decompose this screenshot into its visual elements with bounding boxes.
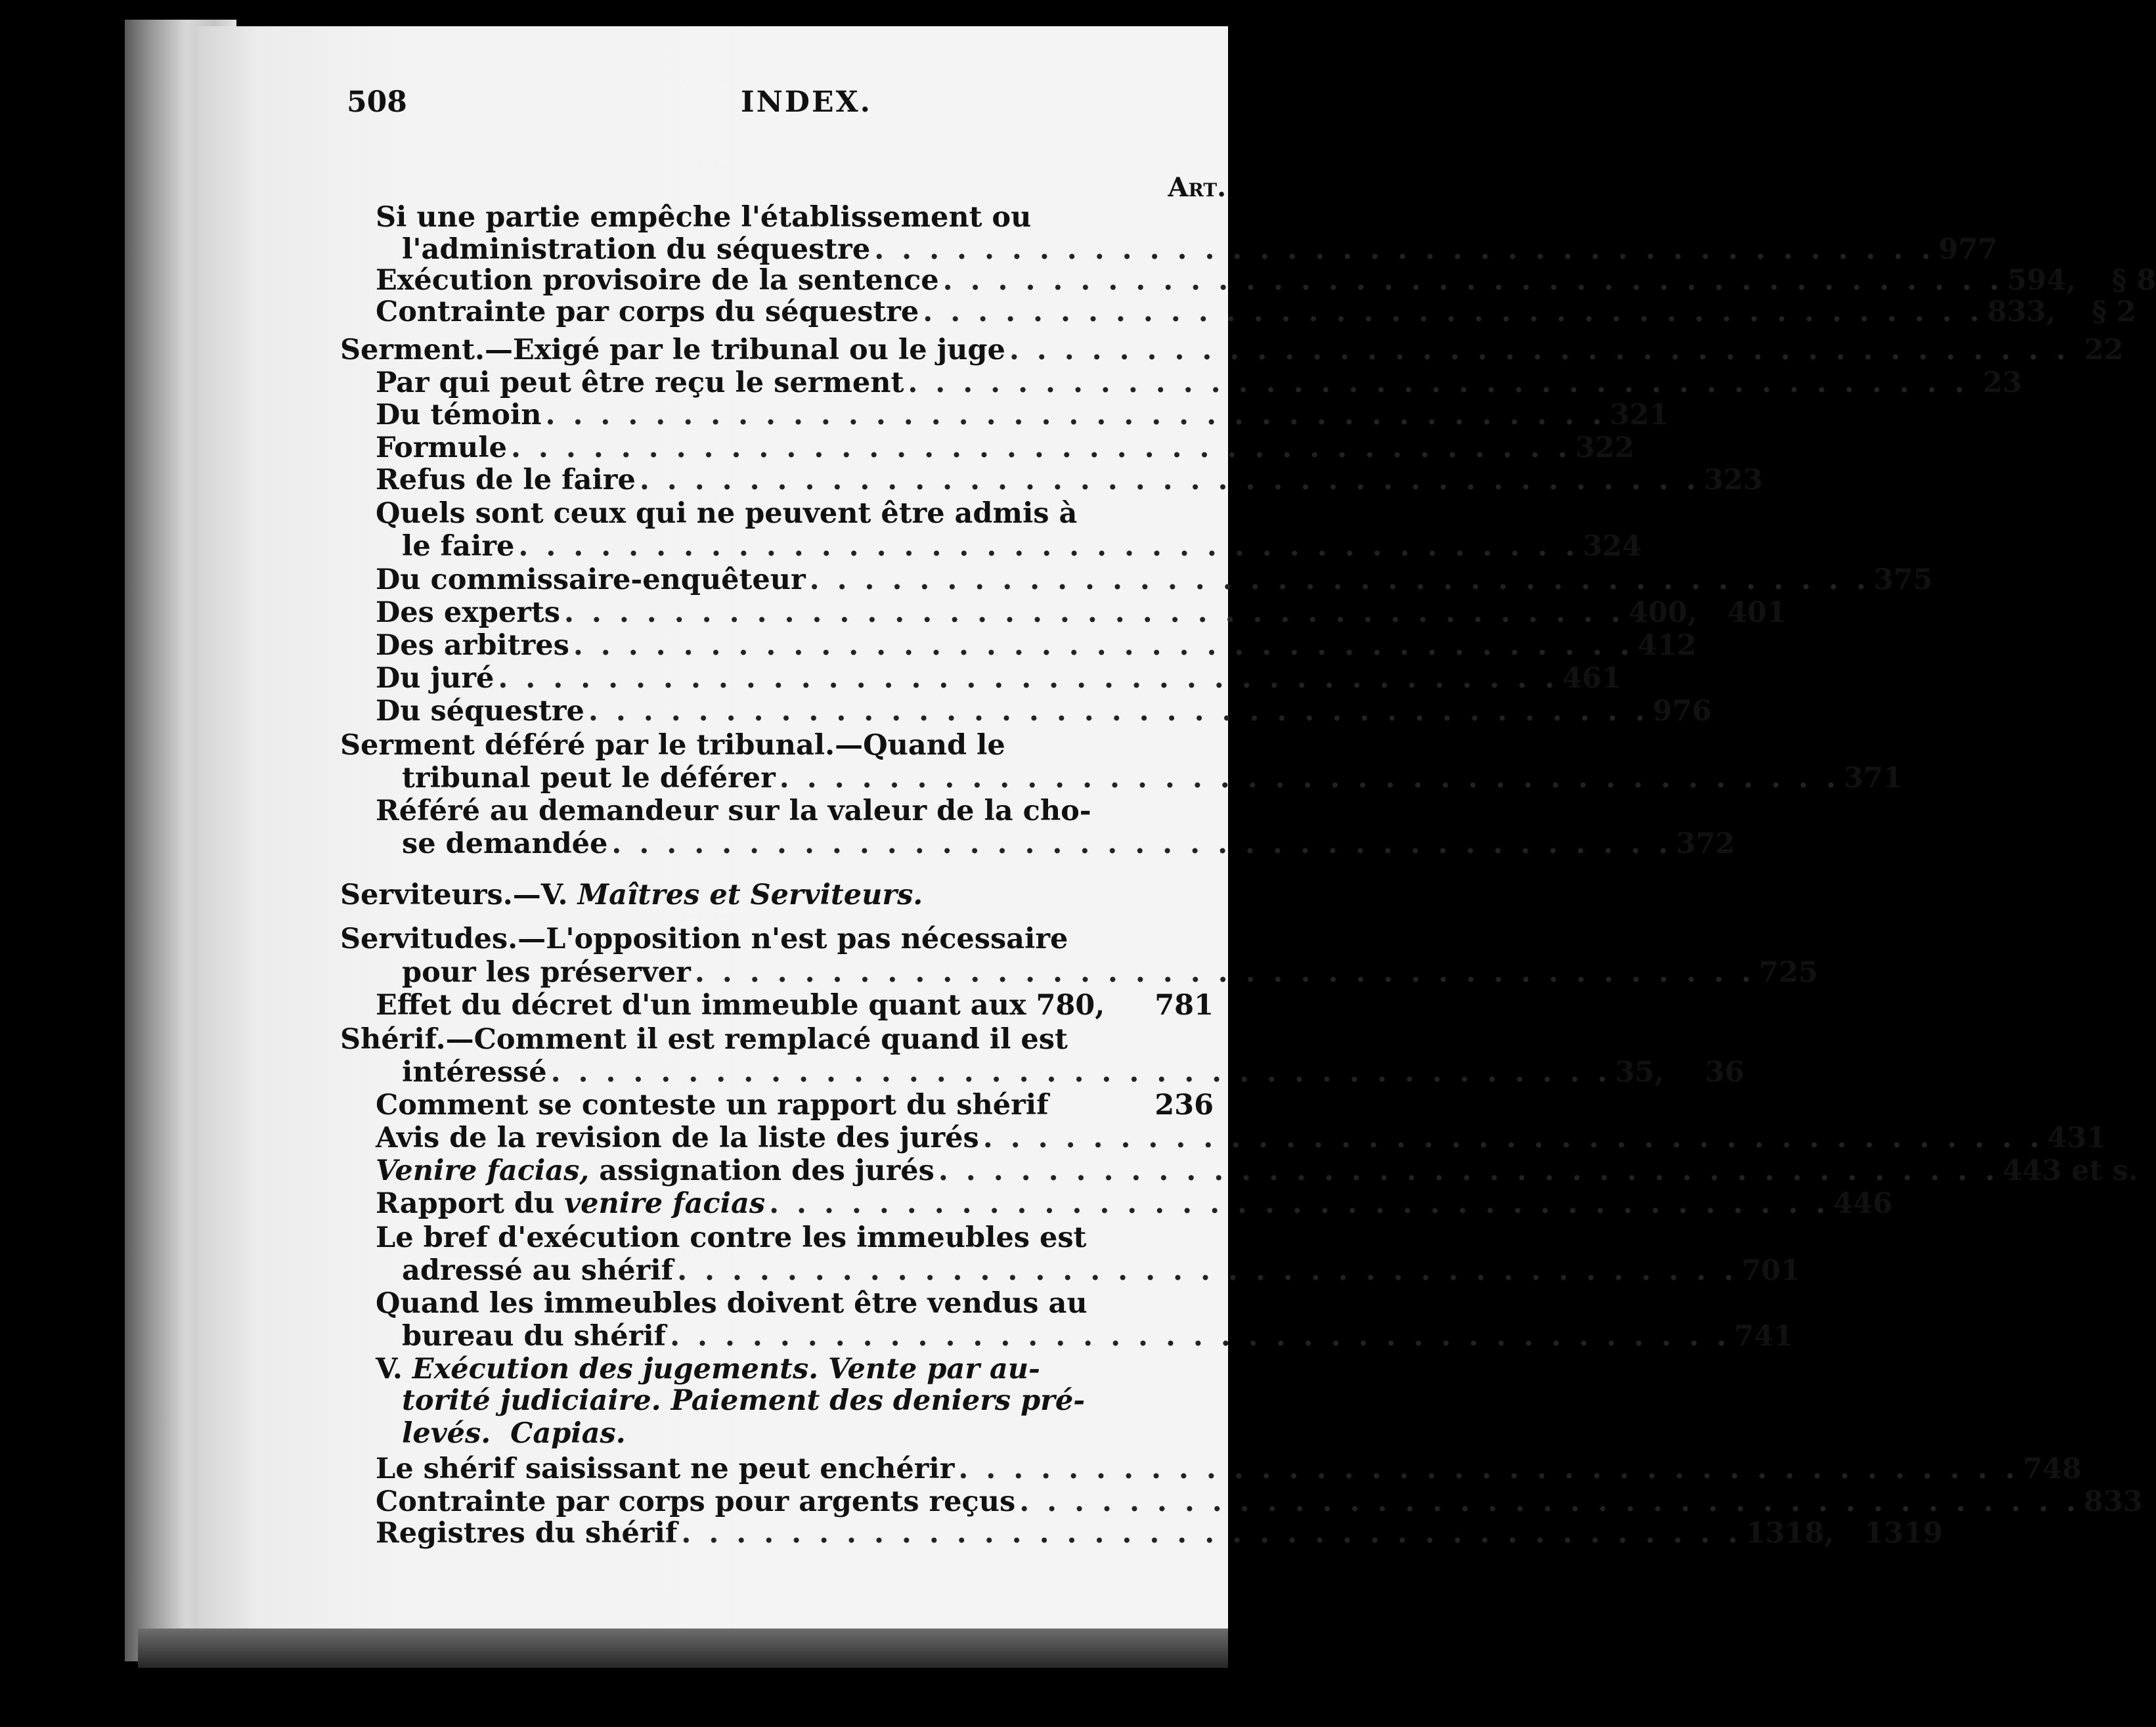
index-line-roman: Des arbitres [376,629,569,662]
index-line [402,1056,1745,1089]
index-line [376,1287,1214,1320]
index-line-roman: Comment se conteste un rapport du shérif [376,1089,1049,1122]
index-line-text [376,1353,1040,1386]
leader-dots: . . . . . . . . . . . . . . . . . . . . . . . . . . . . . . . . . . . . . . . [670,1320,1730,1353]
index-line-text [402,1417,626,1450]
index-line-article-ref: 323 [1704,464,1763,496]
index-line-article-ref: 741 [1734,1320,1793,1353]
leader-dots: . . . . . . . . . . . . . . . . . . . . . . . . . . . . . . . . . . . . . . . [1019,1485,2080,1518]
index-line-text [376,629,569,662]
leader-dots: . . . . . . . . . . . . . . . . . . . . . . . . . . . . . . . . . . . . . . . [518,530,1579,563]
index-line-text [402,530,514,563]
index-line-roman: tribunal peut le déférer [402,762,776,795]
index-line-text [340,923,1068,955]
index-line-text [402,233,870,266]
leader-dots: . . . . . . . . . . . . . . . . . . . . . . . . . . . . . . . . . . . . . . . [779,762,1840,795]
index-line-article-ref: 412 [1637,629,1697,662]
index-line [340,334,2124,366]
index-line [376,1221,1214,1254]
index-line [376,201,1214,234]
index-line-roman: Contrainte par corps du séquestre [376,295,919,328]
index-line-text [402,1056,547,1089]
index-line-roman: Référé au demandeur sur la valeur de la cho- [376,795,1091,827]
index-line-article-ref: 1319 [1864,1517,1943,1550]
article-column-label: Art. [1168,172,1226,203]
index-line [376,795,1214,827]
index-line [376,1122,2107,1154]
index-line-article-ref: 431 [2047,1122,2107,1154]
index-line-text [376,563,806,596]
index-line [402,762,1903,795]
index-line-roman: intéressé [402,1056,547,1089]
index-line-roman: Registres du shérif [376,1517,678,1550]
leader-dots: . . . . . . . . . . . . . . . . . . . . . . . . . . . . . . . . . . . . . . . [545,399,1606,431]
index-line [376,563,1933,596]
index-line [376,596,1787,629]
index-line [376,1089,1214,1122]
index-line-article-ref: 725 [1759,956,1818,989]
index-line-roman: adressé au shérif [402,1254,674,1287]
index-line [376,662,1621,695]
index-line-article-ref: 23 [1983,366,2023,399]
leader-dots: . . . . . . . . . . . . . . . . . . . . . . . . . . . . . . . . . . . . . . . [563,596,1625,629]
index-line-italic: torité judiciaire. Paiement des deniers pré- [402,1384,1086,1417]
index-line [376,295,2136,328]
index-line [376,399,1669,431]
index-line-roman: le faire [402,530,515,563]
index-line-article-ref: 321 [1610,399,1669,431]
index-line-roman: Le bref d'exécution contre les immeubles est [376,1221,1087,1254]
index-line [376,1187,1893,1220]
running-head: INDEX. [741,85,872,119]
index-line-text [376,497,1077,530]
index-line-article-ref: 976 [1652,695,1712,728]
index-line-article-ref: 372 [1676,827,1735,860]
leader-dots: . . . . . . . . . . . . . . . . . . . . . . . . . . . . . . . . . . . . . . . [681,1517,1742,1550]
index-line-text [402,956,691,989]
index-line-italic: Venire facias, [376,1154,590,1187]
leader-dots: . . . . . . . . . . . . . . . . . . . . . . . . . . . . . . . . . . . . . . . [908,366,1969,399]
leader-dots: . . . . . . . . . . . . . . . . . . . . . . . . . . . . . . . . . . . . . . . [510,431,1572,464]
index-line [402,1417,1214,1450]
leader-dots: . . . . . . . . . . . . . . . . . . . . . . . . . . . . . . . . . . . . . . . [874,233,1935,266]
index-line-roman: Exécution provisoire de la sentence [376,264,939,297]
index-line-roman: Du séquestre [376,695,584,728]
index-line-roman: Quels sont ceux qui ne peuvent être admis à [376,497,1078,530]
index-line-first-ref: 594, [2007,264,2077,297]
index-line-roman: Serment déféré par le tribunal.—Quand le [340,729,1005,762]
index-line [376,1353,1214,1386]
index-line [402,233,1998,266]
leader-dots: . . . . . . . . . . . . . . . . . . . . . . . . . . . . . . . . . . . . . . . [677,1254,1738,1287]
index-line-first-ref: 400, [1628,596,1698,629]
index-line-text [340,334,1005,366]
index-line-article-ref: 748 [2023,1453,2082,1485]
index-line-text [376,1154,935,1187]
index-line-text [402,1320,666,1353]
leader-dots: . . . . . . . . . . . . . . . . . . . . . . . . . . . . . . . . . . . . . . . [588,695,1649,728]
index-line-article-ref: 401 [1727,596,1787,629]
index-line-italic: Exécution des jugements. Vente par au- [412,1353,1040,1386]
index-line-roman: Avis de la revision de la liste des jurés [376,1122,979,1154]
leader-dots: . . . . . . . . . . . . . . . . . . . . . . . . . . . . . . . . . . . . . . . [639,464,1700,496]
index-line-first-ref: 35, [1615,1056,1665,1089]
index-line-roman: Refus de le faire [376,464,636,496]
leader-dots: . . . . . . . . . . . . . . . . . . . . . . . . . . . . . . . . . . . . . . . [942,264,2004,297]
index-line-roman: Contrainte par corps pour argents reçus [376,1485,1016,1518]
index-line-text [376,1122,979,1154]
index-line-article-ref: 833 [2083,1485,2143,1518]
index-line-article-ref: 701 [1741,1254,1801,1287]
index-line [402,530,1642,563]
index-line-article-ref: 443 et s. [2002,1154,2138,1187]
index-line-italic: Maîtres et Serviteurs. [577,879,923,911]
index-line [376,497,1214,530]
leader-dots: . . . . . . . . . . . . . . . . . . . . . . . . . . . . . . . . . . . . . . . [694,956,1755,989]
index-line [402,1384,1214,1417]
index-line-article-ref: 324 [1583,530,1642,563]
index-line [340,1023,1214,1056]
index-line-roman: Shérif.—Comment il est remplacé quand il est [340,1023,1068,1056]
index-line [376,1517,1943,1550]
index-line-roman: se demandée [402,827,608,860]
index-line [376,1485,2143,1518]
index-line [402,956,1818,989]
leader-dots: . . . . . . . . . . . . . . . . . . . . . . . . . . . . . . . . . . . . . . . [550,1056,1612,1089]
index-line-text [376,201,1031,234]
index-line-text [376,662,494,695]
index-line-text [376,399,542,431]
index-line-article-ref: 236 [1155,1089,1214,1122]
index-line-text [340,729,1005,762]
index-line-roman: Par qui peut être reçu le serment [376,366,904,399]
index-line-roman: Servitudes.—L'opposition n'est pas nécessaire [340,923,1068,955]
index-line [340,923,1214,955]
index-line-text [376,795,1091,827]
index-line-roman: Effet du décret d'un immeuble quant aux 780, [376,989,1105,1022]
index-line-text [340,879,923,911]
leader-dots: . . . . . . . . . . . . . . . . . . . . . . . . . . . . . . . . . . . . . . . [958,1453,2019,1485]
index-line-text [376,1089,1049,1122]
index-line [376,366,2023,399]
index-line-text [376,695,584,728]
index-line-roman: Du juré [376,662,495,695]
index-line-text [376,264,939,297]
index-line-article-ref: 36 [1705,1056,1745,1089]
index-line-first-ref: 1318, [1746,1517,1834,1550]
index-line [340,729,1214,762]
index-line-text [402,762,776,795]
index-line [376,629,1697,662]
index-line-text [376,295,919,328]
index-line-text [376,1287,1088,1320]
index-line-article-ref: 446 [1833,1187,1893,1220]
index-line-article-ref: 371 [1843,762,1903,795]
index-line-article-ref: 322 [1575,431,1635,464]
leader-dots: . . . . . . . . . . . . . . . . . . . . . . . . . . . . . . . . . . . . . . . [1009,334,2070,366]
index-line-text [376,1517,677,1550]
index-line-text [402,827,607,860]
index-line [402,1320,1793,1353]
index-line-article-ref: 22 [2084,334,2124,366]
index-line-text [340,1023,1068,1056]
index-line-roman: Du témoin [376,399,542,431]
index-line [376,464,1763,496]
index-line [402,1254,1801,1287]
index-line-roman: bureau du shérif [402,1320,667,1353]
index-line [376,695,1712,728]
index-line-roman: l'administration du séquestre [402,233,871,266]
leader-dots: . . . . . . . . . . . . . . . . . . . . . . . . . . . . . . . . . . . . . . . [938,1154,1999,1187]
index-line-italic: levés. Capias. [402,1417,626,1450]
index-line-article-ref: § 2 [2092,295,2136,328]
index-line-text [376,989,1105,1022]
index-line [376,431,1635,464]
index-line-roman: Serviteurs.—V. [340,879,578,911]
index-line-article-ref: 461 [1562,662,1621,695]
index-line-article-ref: 977 [1938,233,1998,266]
index-line-text [376,1187,765,1220]
index-line [376,1154,2138,1187]
index-line-text [402,1384,1085,1417]
index-line-first-ref: 833, [1987,295,2056,328]
index-line-text [376,366,904,399]
leader-dots: . . . . . . . . . . . . . . . . . . . . . . . . . . . . . . . . . . . . . . . [498,662,1559,695]
index-line-roman: Serment.—Exigé par le tribunal ou le juge [340,334,1005,366]
index-line-roman: Le shérif saisissant ne peut enchérir [376,1453,955,1485]
index-line-article-ref: 781 [1155,989,1214,1022]
index-line-text [376,1221,1086,1254]
index-line-text [376,1453,954,1485]
index-line-roman-tail: assignation des jurés [589,1154,935,1187]
page-number: 508 [347,85,407,119]
index-line-roman: V. [376,1353,412,1386]
leader-dots: . . . . . . . . . . . . . . . . . . . . . . . . . . . . . . . . . . . . . . . [923,295,1984,328]
index-line [402,827,1735,860]
index-line [376,989,1214,1022]
leader-dots: . . . . . . . . . . . . . . . . . . . . . . . . . . . . . . . . . . . . . . . [611,827,1673,860]
index-line-italic: venire facias [564,1187,766,1220]
index-line-roman: Quand les immeubles doivent être vendus au [376,1287,1088,1320]
leader-dots: . . . . . . . . . . . . . . . . . . . . . . . . . . . . . . . . . . . . . . . [573,629,1634,662]
index-line [376,264,2156,297]
index-line-roman: Formule [376,431,507,464]
index-line-article-ref: § 8 [2111,264,2156,297]
index-line-roman: Si une partie empêche l'établissement ou [376,201,1032,234]
index-line-roman: Des experts [376,596,560,629]
index-line-text [376,464,636,496]
leader-dots: . . . . . . . . . . . . . . . . . . . . . . . . . . . . . . . . . . . . . . . [769,1187,1830,1220]
index-line-roman: Du commissaire-enquêteur [376,563,806,596]
index-line-text [402,1254,673,1287]
index-line-text [376,431,507,464]
index-line-roman: Rapport du [376,1187,565,1220]
leader-dots: . . . . . . . . . . . . . . . . . . . . . . . . . . . . . . . . . . . . . . . [809,563,1870,596]
index-line [340,879,1214,911]
index-line-roman: pour les préserver [402,956,691,989]
index-line-article-ref: 375 [1874,563,1933,596]
index-line [376,1453,2082,1485]
index-line-text [376,596,560,629]
leader-dots: . . . . . . . . . . . . . . . . . . . . . . . . . . . . . . . . . . . . . . . [982,1122,2044,1154]
index-line-text [376,1485,1015,1518]
